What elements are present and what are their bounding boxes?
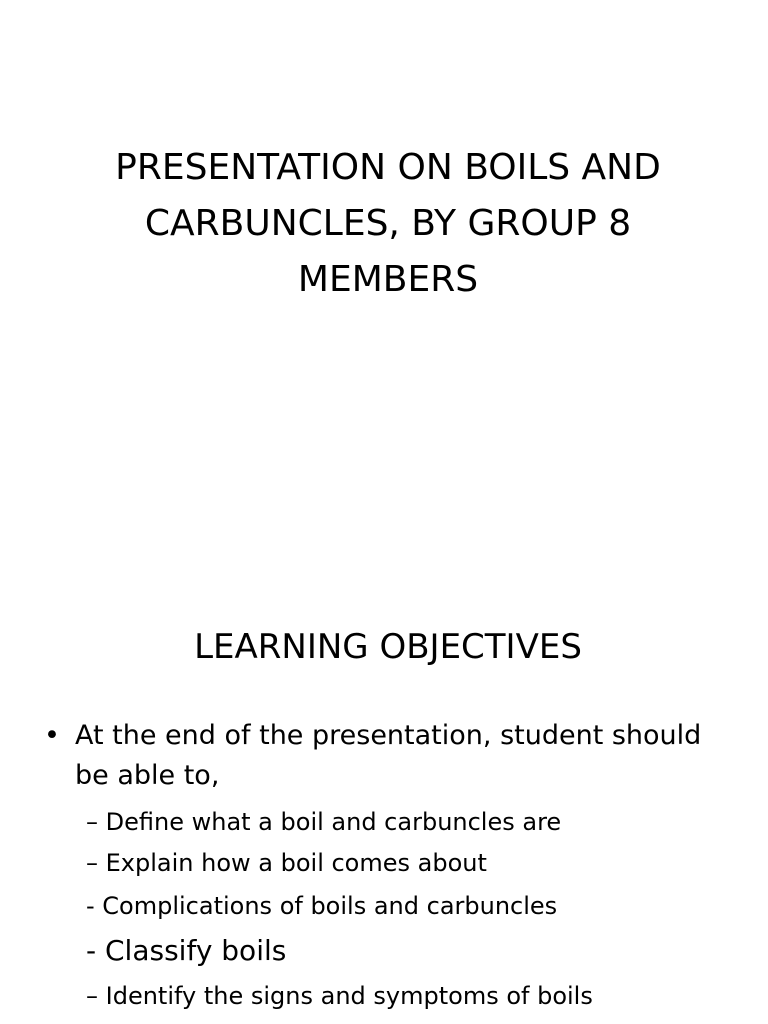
intro-line-2: be able to, [75,760,220,791]
bullet-icon: • [44,720,60,751]
objective-item-define: – Define what a boil and carbuncles are [86,808,562,836]
title-line-1: PRESENTATION ON BOILS AND [115,147,661,188]
learning-objectives-heading: LEARNING OBJECTIVES [194,627,582,667]
title-line-3: MEMBERS [297,259,479,300]
objective-item-classify: - Classify boils [86,934,287,967]
objectives-intro-bullet [44,716,734,796]
title-line-2: CARBUNCLES, BY GROUP 8 [144,203,632,244]
objective-item-identify: – Identify the signs and symptoms of boils [86,982,593,1010]
intro-line-1: At the end of the presentation, student should [75,720,702,751]
objective-item-explain: – Explain how a boil comes about [86,849,487,877]
objective-item-complications: - Complications of boils and carbuncles [86,892,558,920]
objectives-intro-text [75,716,734,796]
slide-title [60,140,716,308]
